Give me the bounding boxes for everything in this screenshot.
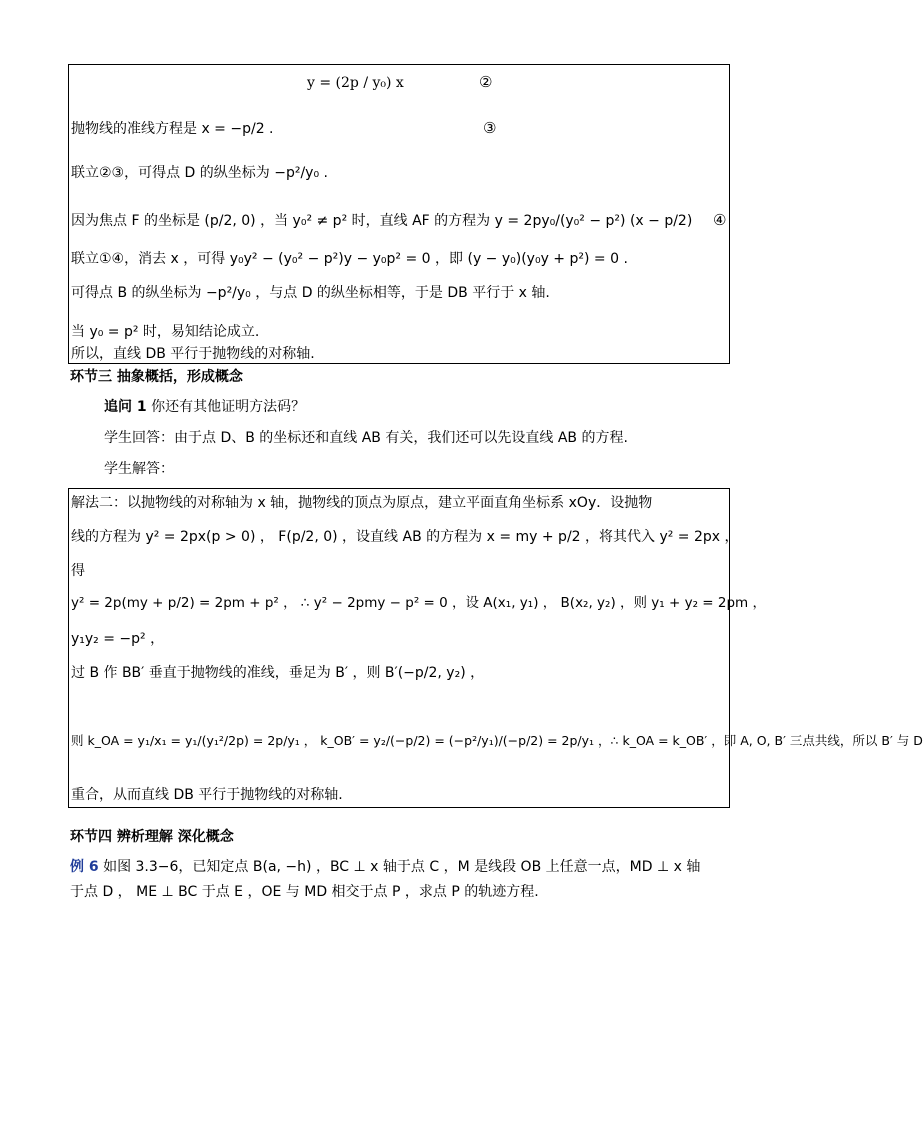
follow-up-text: 你还有其他证明方法码？ <box>151 399 306 415</box>
example-text-1: 如图 3.3−6，已知定点 B(a, −h) ，BC ⊥ x 轴于点 C ，M 是线段 OB 上任意一点，MD ⊥ x 轴 <box>103 859 701 875</box>
follow-up-question <box>104 397 305 417</box>
special-case-line: 当 y₀ = p² 时，易知结论成立. <box>71 324 260 340</box>
focus-line: 因为焦点 F 的坐标是 (p/2, 0) ，当 y₀² ≠ p² 时，直线 AF 的方程为 y = 2py₀/(y₀² − p²) (x − p/2) <box>71 213 693 229</box>
equation-mark-2: ② <box>479 73 493 91</box>
example-6-line-2: 于点 D ， ME ⊥ BC 于点 E ，OE 与 MD 相交于点 P ，求点 P 的轨迹方程. <box>70 884 539 900</box>
section-3-heading: 环节三 抽象概括，形成概念 <box>70 369 243 385</box>
solution-2-line-7: 则 k_OA = y₁/x₁ = y₁/(y₁²/2p) = 2p/y₁ ， k_OB′ = y₂/(−p/2) = (−p²/y₁)/(−p/2) = 2p/y₁ ，∴ k_OA = k_OB′ ，即 A, O, B′ 三点共线，所以 B′ 与 D <box>71 733 923 748</box>
equation-mark-3: ③ <box>483 119 497 137</box>
proof-box-2 <box>68 488 923 808</box>
example-6-line-1 <box>70 857 700 877</box>
solution-2-line-3: 得 <box>71 563 85 579</box>
combine-23-line: 联立②③，可得点 D 的纵坐标为 −p²/y₀ . <box>71 165 328 181</box>
solution-2-line-2: 线的方程为 y² = 2px(p > 0) ， F(p/2, 0) ，设直线 AB 的方程为 x = my + p/2 ，将其代入 y² = 2px ， <box>71 529 739 545</box>
student-solution-label: 学生解答： <box>104 461 174 477</box>
solution-2-line-8: 重合，从而直线 DB 平行于抛物线的对称轴. <box>71 787 343 803</box>
solution-2-line-5: y₁y₂ = −p² ， <box>71 631 165 647</box>
equation-mark-4: ④ <box>713 211 727 229</box>
section-4-heading: 环节四 辨析理解 深化概念 <box>70 829 234 845</box>
proof-box-1 <box>68 64 730 364</box>
example-label: 例 6 <box>70 859 99 875</box>
combine-14-line: 联立①④，消去 x ，可得 y₀y² − (y₀² − p²)y − y₀p² = 0 ，即 (y − y₀)(y₀y + p²) = 0 . <box>71 251 628 267</box>
student-answer: 学生回答：由于点 D、B 的坐标还和直线 AB 有关，我们还可以先设直线 AB 的方程. <box>104 430 628 446</box>
solution-2-line-6: 过 B 作 BB′ 垂直于抛物线的准线，垂足为 B′ ，则 B′(−p/2, y₂) ， <box>71 665 485 681</box>
conclusion-line: 所以，直线 DB 平行于抛物线的对称轴. <box>71 346 315 362</box>
directrix-line: 抛物线的准线方程是 x = −p/2 . <box>71 121 274 137</box>
solution-2-line-4: y² = 2p(my + p/2) = 2pm + p² ， ∴ y² − 2pmy − p² = 0 ，设 A(x₁, y₁) ， B(x₂, y₂) ，则 y₁ + y₂ = 2pm ， <box>71 595 766 611</box>
formula-line-2: y = (2p / y₀) x <box>307 75 404 91</box>
follow-up-label: 追问 1 <box>104 399 147 415</box>
b-coordinate-line: 可得点 B 的纵坐标为 −p²/y₀ ，与点 D 的纵坐标相等，于是 DB 平行于 x 轴. <box>71 285 550 301</box>
solution-2-line-1: 解法二：以抛物线的对称轴为 x 轴，抛物线的顶点为原点，建立平面直角坐标系 xOy．设抛物 <box>71 495 653 511</box>
